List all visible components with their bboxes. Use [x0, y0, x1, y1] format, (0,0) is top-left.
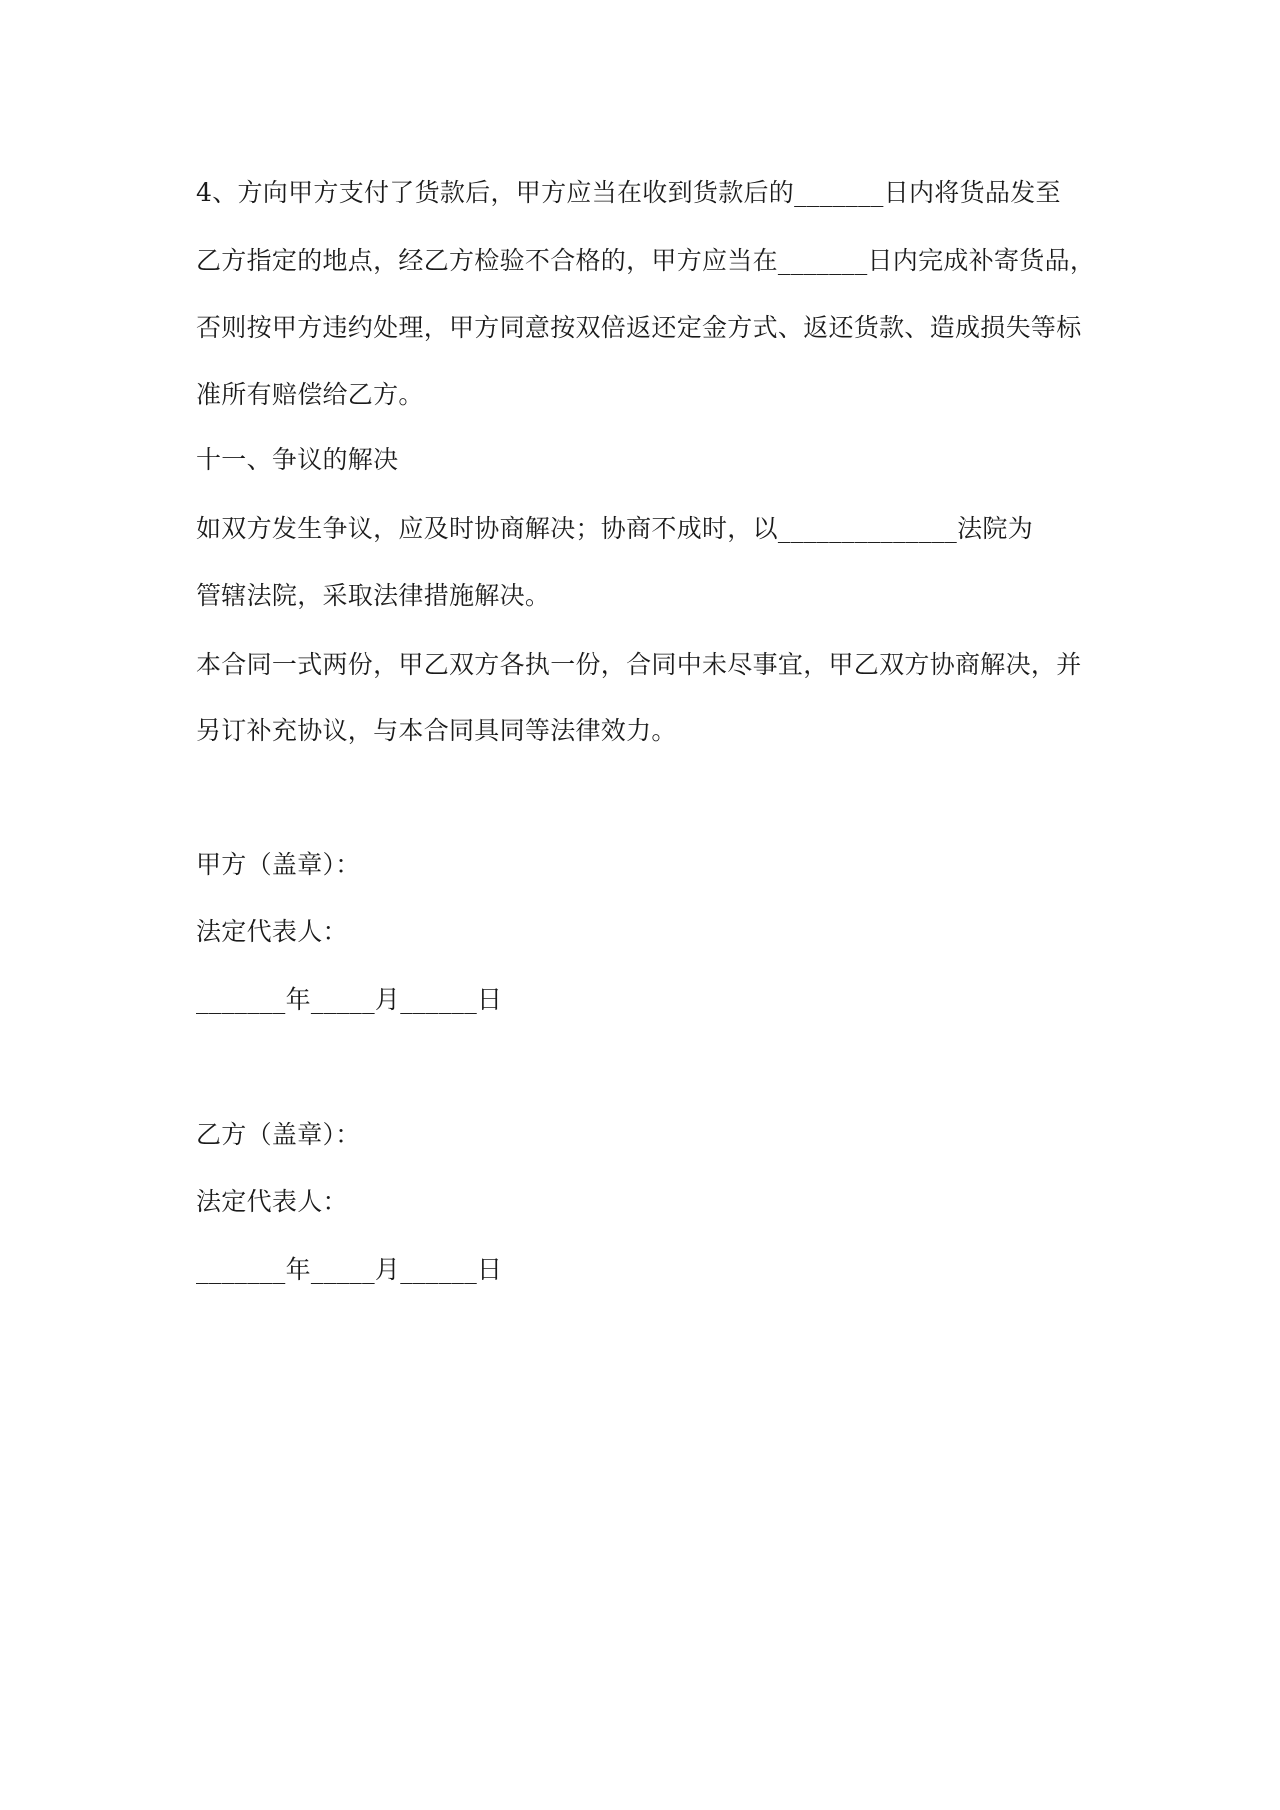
party-a-seal: 甲方（盖章）： — [196, 850, 361, 879]
copies-line-1: 本合同一式两份，甲乙双方各执一份，合同中未尽事宜，甲乙双方协商解决，并 — [196, 650, 1082, 679]
copies-line-2: 另订补充协议，与本合同具同等法律效力。 — [196, 716, 677, 745]
party-b-date: _______年_____月______日 — [196, 1255, 503, 1284]
party-b-representative: 法定代表人： — [196, 1187, 348, 1216]
clause-4-line-1: 4、方向甲方支付了货款后，甲方应当在收到货款后的_______日内将货品发至 — [196, 178, 1061, 207]
dispute-line-2: 管辖法院，采取法律措施解决。 — [196, 581, 551, 610]
party-a-date: _______年_____月______日 — [196, 985, 503, 1014]
contract-page — [196, 0, 1096, 1810]
clause-4-line-3: 否则按甲方违约处理，甲方同意按双倍返还定金方式、返还货款、造成损失等标 — [196, 313, 1082, 342]
section-11-title: 十一、争议的解决 — [196, 445, 399, 474]
party-a-representative: 法定代表人： — [196, 917, 348, 946]
party-b-seal: 乙方（盖章）： — [196, 1120, 361, 1149]
clause-4-line-2: 乙方指定的地点，经乙方检验不合格的，甲方应当在_______日内完成补寄货品， — [196, 246, 1096, 275]
clause-4-line-4: 准所有赔偿给乙方。 — [196, 380, 424, 409]
dispute-line-1: 如双方发生争议，应及时协商解决；协商不成时，以______________法院为 — [196, 514, 1034, 543]
